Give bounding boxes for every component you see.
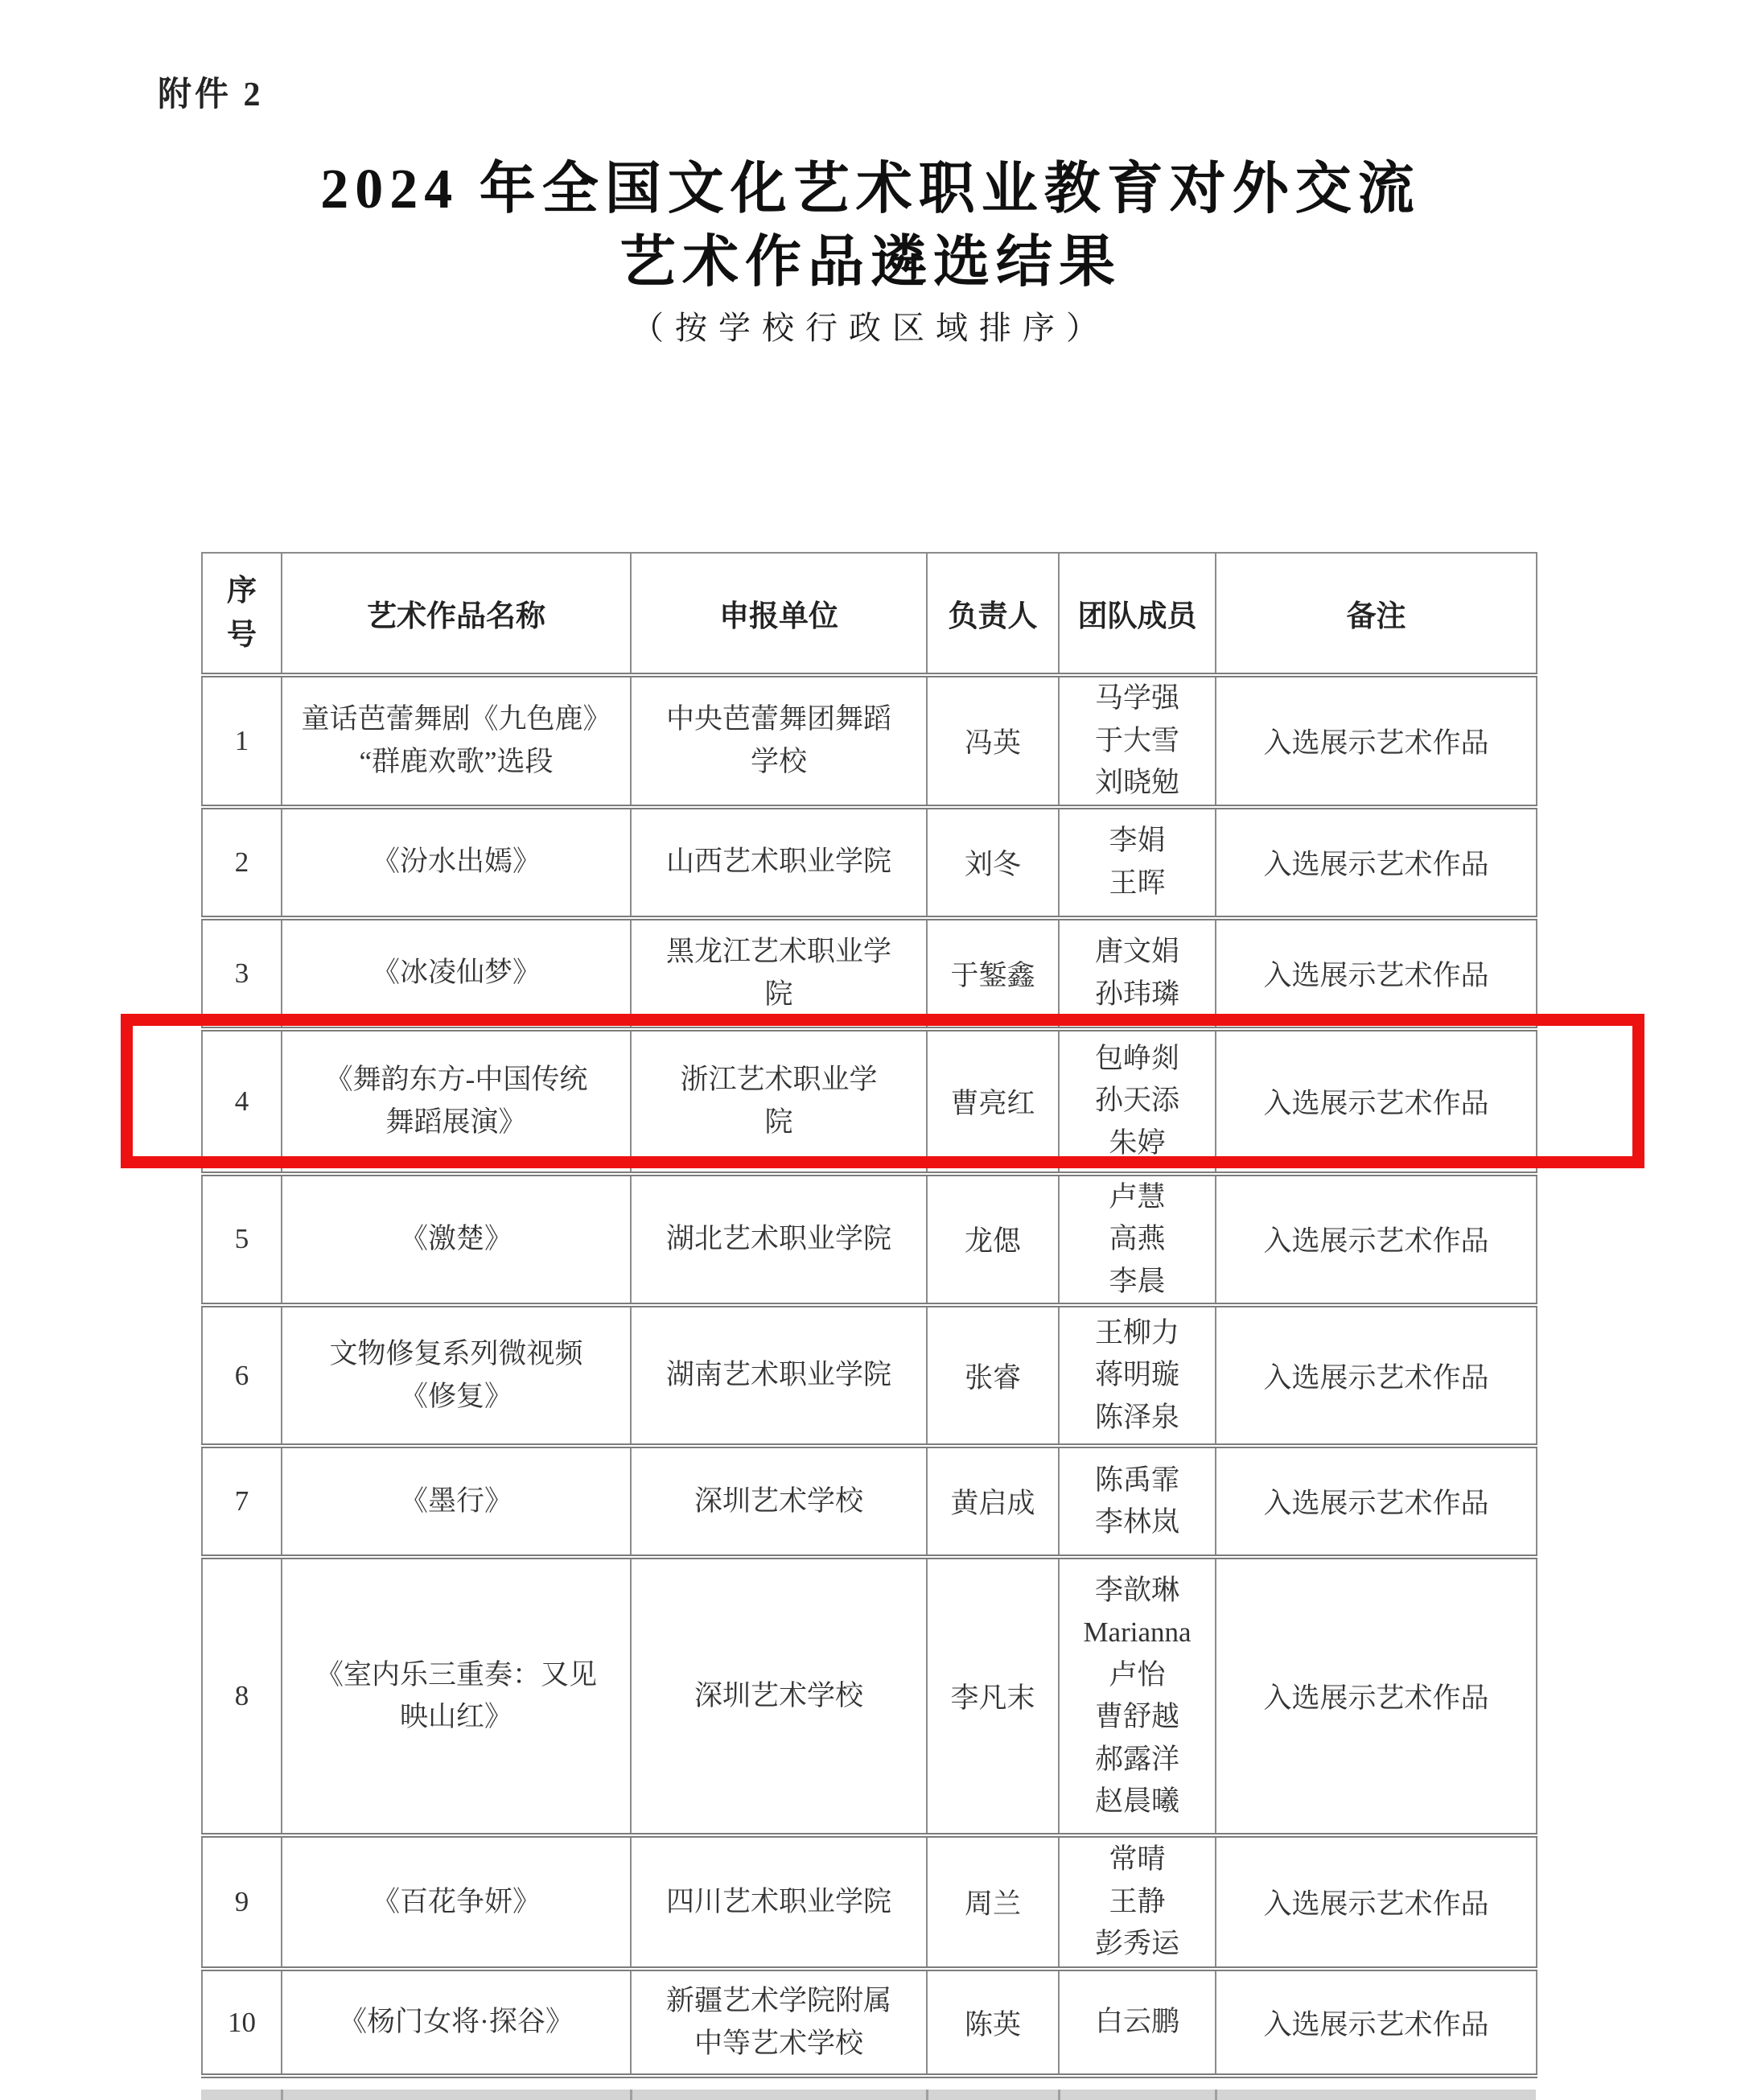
cell-text-line: 高燕 bbox=[1109, 1223, 1166, 1254]
cell-text-line: 陈禹霏 bbox=[1094, 1464, 1179, 1496]
header-cell-index bbox=[202, 553, 282, 675]
cell-text-line: 《百花争妍》 bbox=[371, 1885, 541, 1917]
cell-text-line: Marianna bbox=[1083, 1616, 1192, 1648]
cell-team bbox=[1059, 675, 1216, 807]
cell-leader: 刘冬 bbox=[927, 807, 1059, 918]
cell-text-line: 院 bbox=[764, 978, 793, 1010]
cell-team bbox=[1059, 918, 1216, 1029]
cell-unit bbox=[631, 1969, 927, 2076]
header-cell-unit: 申报单位 bbox=[631, 553, 927, 675]
cell-remark: 入选展示艺术作品 bbox=[1216, 1174, 1537, 1306]
cell-text-line: 赵晨曦 bbox=[1094, 1785, 1179, 1817]
cell-text-line: 李晨 bbox=[1109, 1265, 1166, 1297]
cell-text-line: 王柳力 bbox=[1094, 1316, 1179, 1349]
cell-text-line: 李林岚 bbox=[1094, 1506, 1179, 1538]
cell-index: 5 bbox=[202, 1174, 282, 1306]
highlight-box bbox=[121, 1014, 1644, 1168]
cell-text-line: 序 bbox=[227, 574, 257, 607]
cell-index: 1 bbox=[202, 675, 282, 807]
cell-text-line: 《杨门女将·探谷》 bbox=[339, 2006, 574, 2038]
cell-text-line: 常晴 bbox=[1109, 1843, 1166, 1876]
cell-text-line: 朱婷 bbox=[1109, 1126, 1166, 1159]
cell-text-line: 《室内乐三重奏：又见 bbox=[315, 1658, 597, 1690]
cell-remark: 入选展示艺术作品 bbox=[1216, 1029, 1537, 1174]
cell-index: 3 bbox=[202, 918, 282, 1029]
cell-unit bbox=[631, 675, 927, 807]
cell-index: 10 bbox=[202, 1969, 282, 2076]
cell-work bbox=[282, 918, 631, 1029]
cell-remark: 入选展示艺术作品 bbox=[1216, 1835, 1537, 1969]
cell-text-line: 彭秀运 bbox=[1094, 1928, 1179, 1960]
cell-text-line: 深圳艺术学校 bbox=[694, 1679, 863, 1711]
cell-index: 9 bbox=[202, 1835, 282, 1969]
cell-leader: 李凡末 bbox=[927, 1557, 1059, 1835]
cell-unit bbox=[631, 1835, 927, 1969]
cell-remark: 入选展示艺术作品 bbox=[1216, 675, 1537, 807]
cell-leader: 冯英 bbox=[927, 675, 1059, 807]
cell-remark: 入选展示艺术作品 bbox=[1216, 1305, 1537, 1446]
header-cell-work: 艺术作品名称 bbox=[282, 553, 631, 675]
cell-text-line: 刘晓勉 bbox=[1094, 767, 1179, 798]
table-row bbox=[202, 1305, 1537, 1446]
cell-remark: 入选展示艺术作品 bbox=[1216, 1969, 1537, 2076]
cell-text-line: 白云鹏 bbox=[1094, 2006, 1179, 2038]
cell-index: 8 bbox=[202, 1557, 282, 1835]
cell-text-line: 孙玮璘 bbox=[1094, 978, 1179, 1010]
column-divider bbox=[630, 2090, 632, 2100]
cell-team bbox=[1059, 1305, 1216, 1446]
title-line-2: 艺术作品遴选结果 bbox=[619, 232, 1122, 294]
cell-text-line: 李歆琳 bbox=[1094, 1574, 1179, 1606]
cell-text-line: 《墨行》 bbox=[399, 1484, 512, 1517]
cell-remark: 入选展示艺术作品 bbox=[1216, 918, 1537, 1029]
cell-text-line: 李娟 bbox=[1109, 825, 1166, 856]
cell-text-line: 卢慧 bbox=[1109, 1180, 1166, 1213]
cell-text-line: 号 bbox=[227, 619, 257, 652]
cell-text-line: 山西艺术职业学院 bbox=[665, 846, 891, 878]
cell-index: 2 bbox=[202, 807, 282, 918]
cell-text-line: “群鹿欢歌”选段 bbox=[359, 745, 554, 777]
cell-text-line: 《汾水出嫣》 bbox=[371, 846, 541, 878]
cell-work bbox=[282, 1969, 631, 2076]
cell-remark: 入选展示艺术作品 bbox=[1216, 1446, 1537, 1557]
header-cell-leader: 负责人 bbox=[927, 553, 1059, 675]
cell-text-line: 王静 bbox=[1109, 1885, 1166, 1917]
cell-text-line: 学校 bbox=[750, 745, 807, 777]
cell-text-line: 于大雪 bbox=[1094, 724, 1179, 756]
cell-text-line: 童话芭蕾舞剧《九色鹿》 bbox=[301, 703, 611, 735]
table-row bbox=[202, 918, 1537, 1029]
cell-text-line: 陈泽泉 bbox=[1094, 1401, 1179, 1433]
cell-unit bbox=[631, 1557, 927, 1835]
table-row bbox=[202, 1174, 1537, 1306]
cell-remark: 入选展示艺术作品 bbox=[1216, 1557, 1537, 1835]
cell-leader: 于錾鑫 bbox=[927, 918, 1059, 1029]
cell-index: 6 bbox=[202, 1305, 282, 1446]
cell-text-line: 孙天添 bbox=[1094, 1085, 1179, 1117]
cell-leader: 陈英 bbox=[927, 1969, 1059, 2076]
cell-text-line: 卢怡 bbox=[1109, 1658, 1166, 1690]
cell-team bbox=[1059, 1557, 1216, 1835]
cell-text-line: 曹舒越 bbox=[1094, 1701, 1179, 1732]
table-row bbox=[202, 1446, 1537, 1557]
title-subtitle: （按学校行政区域排序） bbox=[632, 310, 1109, 346]
cell-unit bbox=[631, 918, 927, 1029]
column-divider bbox=[1058, 2090, 1060, 2100]
table-row bbox=[202, 675, 1537, 807]
cell-unit bbox=[631, 1446, 927, 1557]
cell-remark: 入选展示艺术作品 bbox=[1216, 807, 1537, 918]
cell-text-line: 马学强 bbox=[1094, 682, 1179, 714]
cell-team bbox=[1059, 1174, 1216, 1306]
cell-team bbox=[1059, 1446, 1216, 1557]
column-divider bbox=[1215, 2090, 1217, 2100]
cell-work bbox=[282, 1305, 631, 1446]
cell-text-line: 包峥剡 bbox=[1094, 1042, 1179, 1074]
attachment-label: 附件 2 bbox=[158, 76, 264, 113]
table-header-row bbox=[202, 553, 1537, 675]
cell-text-line: 文物修复系列微视频 bbox=[329, 1338, 583, 1369]
cell-leader: 张睿 bbox=[927, 1305, 1059, 1446]
cell-team bbox=[1059, 807, 1216, 918]
cell-unit bbox=[631, 807, 927, 918]
cell-text-line: 湖南艺术职业学院 bbox=[665, 1359, 891, 1391]
cell-text-line: 深圳艺术学校 bbox=[694, 1484, 863, 1517]
results-table bbox=[201, 552, 1537, 2078]
cell-team bbox=[1059, 1969, 1216, 2076]
cell-leader: 龙偲 bbox=[927, 1174, 1059, 1306]
cell-text-line: 映山红》 bbox=[399, 1701, 512, 1732]
cell-text-line: 新疆艺术学院附属 bbox=[665, 1985, 891, 2016]
cell-text-line: 蒋明璇 bbox=[1094, 1359, 1179, 1391]
cell-text-line: 舞蹈展演》 bbox=[385, 1106, 527, 1138]
cell-work bbox=[282, 1557, 631, 1835]
table-row bbox=[202, 1969, 1537, 2076]
table-row bbox=[202, 1835, 1537, 1969]
cell-index: 4 bbox=[202, 1029, 282, 1174]
cell-text-line: 《舞韵东方-中国传统 bbox=[324, 1064, 588, 1095]
cell-text-line: 《激楚》 bbox=[399, 1223, 512, 1254]
header-cell-team: 团队成员 bbox=[1059, 553, 1216, 675]
cell-work bbox=[282, 1174, 631, 1306]
cell-work bbox=[282, 807, 631, 918]
cell-text-line: 唐文娟 bbox=[1094, 936, 1179, 967]
title-line-1: 2024 年全国文化艺术职业教育对外交流 bbox=[320, 159, 1421, 220]
column-divider bbox=[926, 2090, 928, 2100]
next-page-row-hint bbox=[201, 2090, 1536, 2100]
cell-text-line: 王晖 bbox=[1109, 867, 1166, 899]
cell-leader: 黄启成 bbox=[927, 1446, 1059, 1557]
cell-text-line: 郝露洋 bbox=[1094, 1743, 1179, 1775]
header-cell-remark: 备注 bbox=[1216, 553, 1537, 675]
cell-work bbox=[282, 1835, 631, 1969]
cell-work bbox=[282, 1446, 631, 1557]
cell-text-line: 黑龙江艺术职业学 bbox=[665, 936, 891, 967]
cell-unit bbox=[631, 1174, 927, 1306]
table-row bbox=[202, 1557, 1537, 1835]
cell-leader: 曹亮红 bbox=[927, 1029, 1059, 1174]
table-row bbox=[202, 807, 1537, 918]
cell-text-line: 《冰凌仙梦》 bbox=[371, 957, 541, 989]
cell-leader: 周兰 bbox=[927, 1835, 1059, 1969]
cell-unit bbox=[631, 1305, 927, 1446]
cell-team bbox=[1059, 1835, 1216, 1969]
cell-text-line: 《修复》 bbox=[399, 1380, 512, 1412]
cell-index: 7 bbox=[202, 1446, 282, 1557]
cell-text-line: 湖北艺术职业学院 bbox=[665, 1223, 891, 1254]
cell-text-line: 中央芭蕾舞团舞蹈 bbox=[665, 703, 891, 735]
cell-text-line: 中等艺术学校 bbox=[694, 2027, 863, 2059]
cell-text-line: 院 bbox=[764, 1106, 793, 1138]
cell-text-line: 四川艺术职业学院 bbox=[665, 1885, 891, 1917]
cell-text-line: 浙江艺术职业学 bbox=[680, 1064, 878, 1095]
column-divider bbox=[281, 2090, 283, 2100]
cell-work bbox=[282, 675, 631, 807]
document-title bbox=[0, 153, 1741, 348]
